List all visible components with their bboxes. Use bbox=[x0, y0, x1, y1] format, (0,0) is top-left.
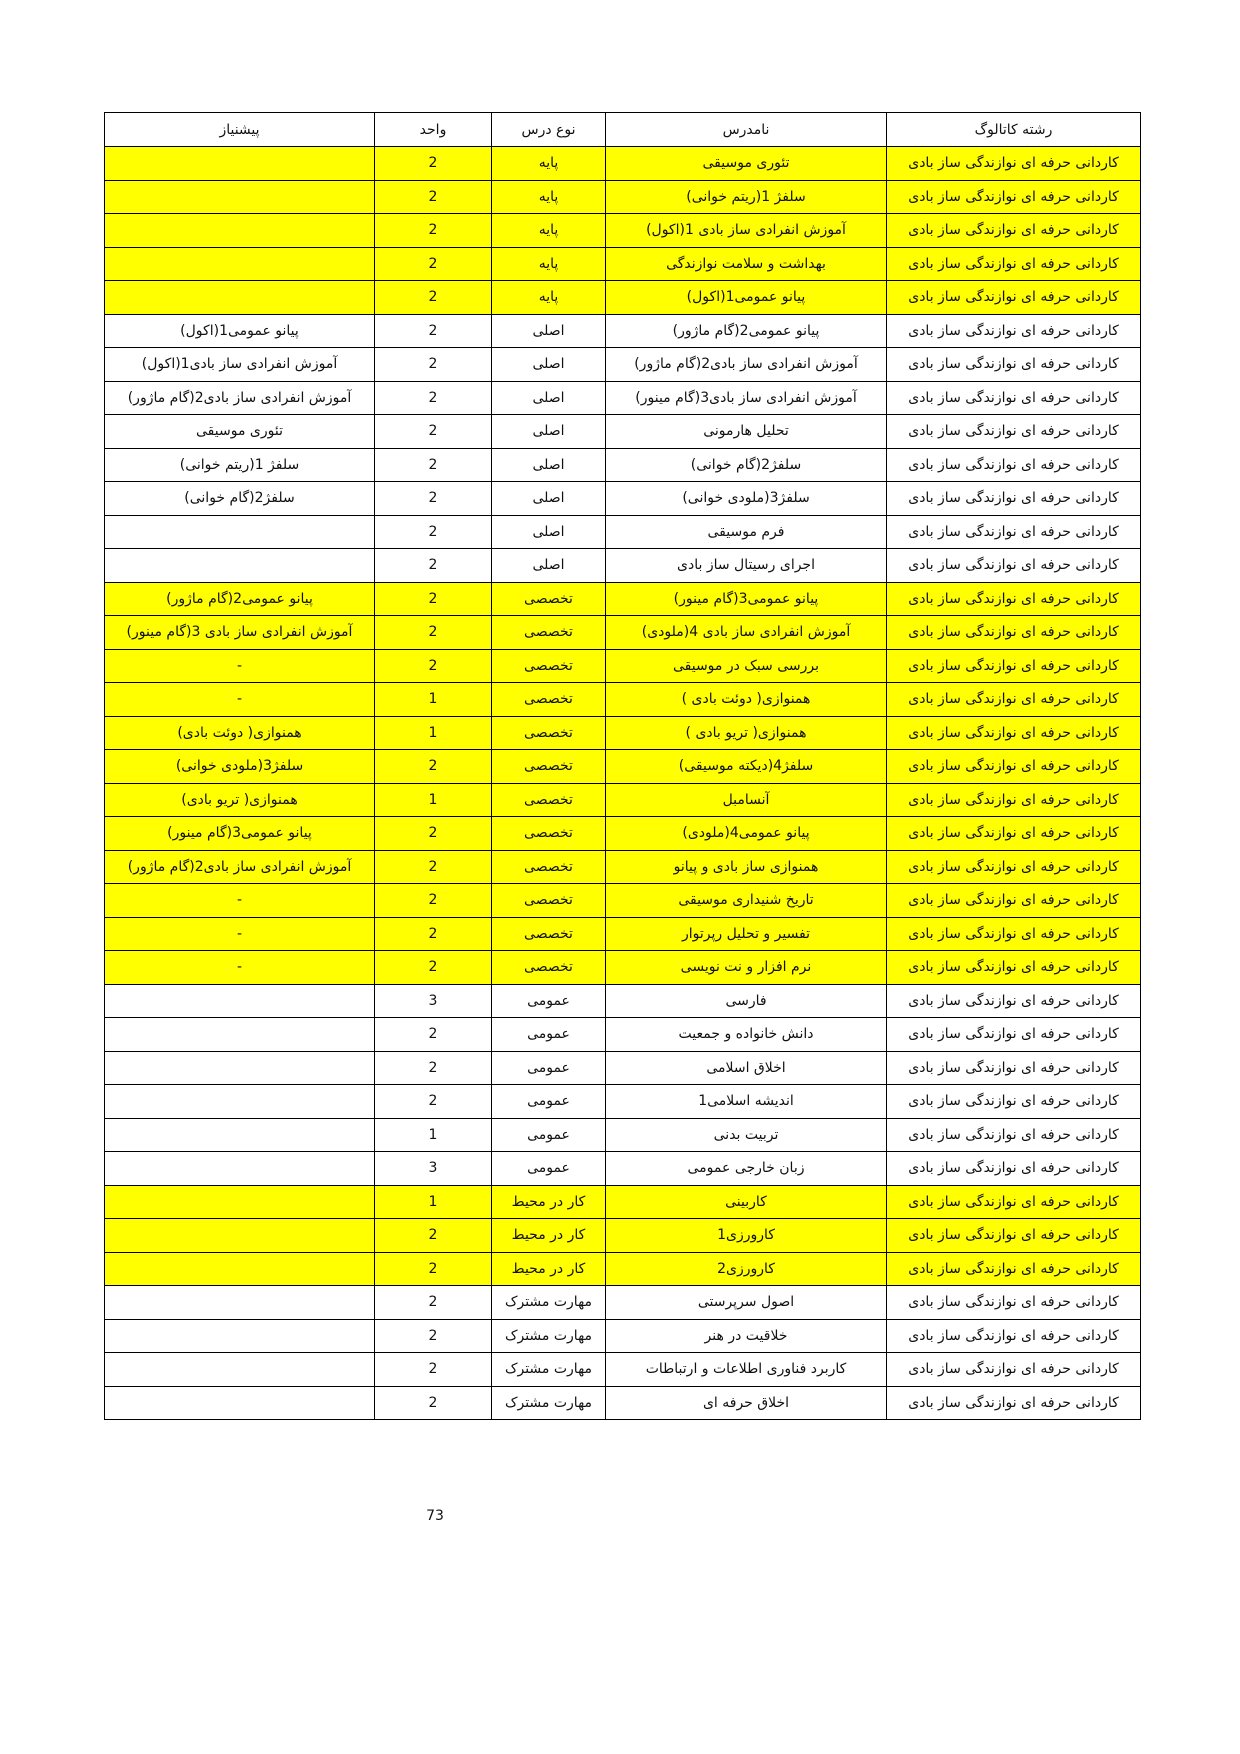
cell-course-name: تفسیر و تحلیل رپرتوار bbox=[606, 917, 887, 951]
table-row bbox=[105, 1185, 1141, 1219]
cell-course-type: مهارت مشترک bbox=[492, 1386, 606, 1420]
cell-catalog: کاردانی حرفه ای نوازندگی ساز بادی bbox=[887, 1319, 1141, 1353]
cell-course-type: پایه bbox=[492, 180, 606, 214]
cell-course-name: کارورزی1 bbox=[606, 1219, 887, 1253]
cell-prerequisite bbox=[105, 1319, 375, 1353]
cell-catalog: کاردانی حرفه ای نوازندگی ساز بادی bbox=[887, 515, 1141, 549]
cell-course-type: تخصصی bbox=[492, 716, 606, 750]
header-course-type: نوع درس bbox=[492, 113, 606, 147]
cell-course-name: آموزش انفرادی ساز بادی 4(ملودی) bbox=[606, 616, 887, 650]
page-number: 73 bbox=[426, 1508, 444, 1524]
cell-prerequisite bbox=[105, 214, 375, 248]
cell-course-name: زبان خارجی عمومی bbox=[606, 1152, 887, 1186]
cell-course-name: کاربینی bbox=[606, 1185, 887, 1219]
cell-units: 2 bbox=[375, 281, 492, 315]
cell-course-type: اصلی bbox=[492, 314, 606, 348]
cell-units: 2 bbox=[375, 1319, 492, 1353]
cell-course-type: تخصصی bbox=[492, 750, 606, 784]
cell-course-type: مهارت مشترک bbox=[492, 1319, 606, 1353]
cell-prerequisite bbox=[105, 1185, 375, 1219]
table-row bbox=[105, 1319, 1141, 1353]
cell-units: 1 bbox=[375, 1118, 492, 1152]
cell-catalog: کاردانی حرفه ای نوازندگی ساز بادی bbox=[887, 314, 1141, 348]
cell-catalog: کاردانی حرفه ای نوازندگی ساز بادی bbox=[887, 783, 1141, 817]
table-row bbox=[105, 783, 1141, 817]
cell-units: 2 bbox=[375, 1085, 492, 1119]
cell-catalog: کاردانی حرفه ای نوازندگی ساز بادی bbox=[887, 1152, 1141, 1186]
table-row bbox=[105, 716, 1141, 750]
table-row bbox=[105, 147, 1141, 181]
cell-catalog: کاردانی حرفه ای نوازندگی ساز بادی bbox=[887, 247, 1141, 281]
table-row bbox=[105, 1018, 1141, 1052]
cell-course-type: تخصصی bbox=[492, 817, 606, 851]
cell-course-name: پیانو عمومی4(ملودی) bbox=[606, 817, 887, 851]
cell-units: 1 bbox=[375, 783, 492, 817]
cell-course-type: اصلی bbox=[492, 482, 606, 516]
cell-course-name: پیانو عمومی3(گام مینور) bbox=[606, 582, 887, 616]
cell-catalog: کاردانی حرفه ای نوازندگی ساز بادی bbox=[887, 984, 1141, 1018]
table-row bbox=[105, 247, 1141, 281]
cell-course-type: عمومی bbox=[492, 1051, 606, 1085]
cell-prerequisite: تئوری موسیقی bbox=[105, 415, 375, 449]
cell-prerequisite bbox=[105, 1386, 375, 1420]
cell-prerequisite bbox=[105, 1018, 375, 1052]
cell-prerequisite: همنوازی( تریو بادی) bbox=[105, 783, 375, 817]
cell-units: 2 bbox=[375, 147, 492, 181]
cell-catalog: کاردانی حرفه ای نوازندگی ساز بادی bbox=[887, 1018, 1141, 1052]
cell-course-type: عمومی bbox=[492, 1118, 606, 1152]
cell-course-name: اخلاق اسلامی bbox=[606, 1051, 887, 1085]
cell-units: 2 bbox=[375, 750, 492, 784]
cell-course-name: خلاقیت در هنر bbox=[606, 1319, 887, 1353]
table-row bbox=[105, 314, 1141, 348]
cell-course-type: پایه bbox=[492, 281, 606, 315]
cell-course-type: پایه bbox=[492, 214, 606, 248]
table-row bbox=[105, 1118, 1141, 1152]
cell-course-name: سلفژ2(گام خوانی) bbox=[606, 448, 887, 482]
table-row bbox=[105, 1219, 1141, 1253]
cell-course-name: فارسی bbox=[606, 984, 887, 1018]
cell-course-type: اصلی bbox=[492, 415, 606, 449]
cell-prerequisite bbox=[105, 1252, 375, 1286]
cell-units: 2 bbox=[375, 1386, 492, 1420]
cell-catalog: کاردانی حرفه ای نوازندگی ساز بادی bbox=[887, 716, 1141, 750]
cell-course-name: فرم موسیقی bbox=[606, 515, 887, 549]
cell-catalog: کاردانی حرفه ای نوازندگی ساز بادی bbox=[887, 381, 1141, 415]
cell-course-name: همنوازی ساز بادی و پیانو bbox=[606, 850, 887, 884]
table-row bbox=[105, 984, 1141, 1018]
table-row bbox=[105, 214, 1141, 248]
cell-course-type: تخصصی bbox=[492, 783, 606, 817]
cell-prerequisite: - bbox=[105, 649, 375, 683]
cell-course-name: آموزش انفرادی ساز بادی3(گام مینور) bbox=[606, 381, 887, 415]
cell-prerequisite: سلفژ 1(ریتم خوانی) bbox=[105, 448, 375, 482]
cell-units: 2 bbox=[375, 616, 492, 650]
cell-prerequisite bbox=[105, 1118, 375, 1152]
table-header bbox=[105, 113, 1141, 147]
cell-course-name: اجرای رسیتال ساز بادی bbox=[606, 549, 887, 583]
cell-catalog: کاردانی حرفه ای نوازندگی ساز بادی bbox=[887, 616, 1141, 650]
cell-course-type: تخصصی bbox=[492, 683, 606, 717]
cell-course-type: پایه bbox=[492, 247, 606, 281]
cell-units: 2 bbox=[375, 917, 492, 951]
table-row bbox=[105, 850, 1141, 884]
cell-catalog: کاردانی حرفه ای نوازندگی ساز بادی bbox=[887, 649, 1141, 683]
cell-units: 2 bbox=[375, 549, 492, 583]
cell-units: 2 bbox=[375, 951, 492, 985]
cell-course-name: آموزش انفرادی ساز بادی2(گام ماژور) bbox=[606, 348, 887, 382]
cell-units: 2 bbox=[375, 381, 492, 415]
cell-prerequisite: - bbox=[105, 917, 375, 951]
table-row bbox=[105, 1152, 1141, 1186]
table-row bbox=[105, 415, 1141, 449]
table-row bbox=[105, 1353, 1141, 1387]
table-row bbox=[105, 1286, 1141, 1320]
cell-prerequisite bbox=[105, 1051, 375, 1085]
cell-course-name: بهداشت و سلامت نوازندگی bbox=[606, 247, 887, 281]
table-row bbox=[105, 549, 1141, 583]
cell-units: 2 bbox=[375, 482, 492, 516]
cell-units: 2 bbox=[375, 1051, 492, 1085]
table-row bbox=[105, 649, 1141, 683]
table-row bbox=[105, 515, 1141, 549]
cell-course-type: تخصصی bbox=[492, 884, 606, 918]
cell-catalog: کاردانی حرفه ای نوازندگی ساز بادی bbox=[887, 683, 1141, 717]
cell-units: 3 bbox=[375, 1152, 492, 1186]
cell-prerequisite: سلفژ2(گام خوانی) bbox=[105, 482, 375, 516]
cell-course-type: کار در محیط bbox=[492, 1219, 606, 1253]
cell-catalog: کاردانی حرفه ای نوازندگی ساز بادی bbox=[887, 214, 1141, 248]
table-row bbox=[105, 180, 1141, 214]
cell-catalog: کاردانی حرفه ای نوازندگی ساز بادی bbox=[887, 1051, 1141, 1085]
table-row bbox=[105, 951, 1141, 985]
cell-catalog: کاردانی حرفه ای نوازندگی ساز بادی bbox=[887, 415, 1141, 449]
table-row bbox=[105, 683, 1141, 717]
cell-course-name: همنوازی( تریو بادی ) bbox=[606, 716, 887, 750]
cell-catalog: کاردانی حرفه ای نوازندگی ساز بادی bbox=[887, 1286, 1141, 1320]
cell-course-type: اصلی bbox=[492, 381, 606, 415]
table-row bbox=[105, 448, 1141, 482]
table-row bbox=[105, 482, 1141, 516]
cell-course-type: تخصصی bbox=[492, 850, 606, 884]
cell-catalog: کاردانی حرفه ای نوازندگی ساز بادی bbox=[887, 884, 1141, 918]
cell-catalog: کاردانی حرفه ای نوازندگی ساز بادی bbox=[887, 147, 1141, 181]
cell-course-type: اصلی bbox=[492, 515, 606, 549]
cell-course-name: بررسی سبک در موسیقی bbox=[606, 649, 887, 683]
cell-course-name: سلفژ4(دیکته موسیقی) bbox=[606, 750, 887, 784]
cell-prerequisite bbox=[105, 1219, 375, 1253]
cell-units: 1 bbox=[375, 683, 492, 717]
cell-catalog: کاردانی حرفه ای نوازندگی ساز بادی bbox=[887, 582, 1141, 616]
cell-prerequisite bbox=[105, 180, 375, 214]
cell-catalog: کاردانی حرفه ای نوازندگی ساز بادی bbox=[887, 1185, 1141, 1219]
cell-prerequisite bbox=[105, 1085, 375, 1119]
cell-units: 2 bbox=[375, 1252, 492, 1286]
cell-prerequisite: آموزش انفرادی ساز بادی2(گام ماژور) bbox=[105, 850, 375, 884]
cell-course-type: عمومی bbox=[492, 1018, 606, 1052]
cell-course-name: سلفژ 1(ریتم خوانی) bbox=[606, 180, 887, 214]
table-row bbox=[105, 281, 1141, 315]
cell-prerequisite: آموزش انفرادی ساز بادی1(اکول) bbox=[105, 348, 375, 382]
cell-course-name: کارورزی2 bbox=[606, 1252, 887, 1286]
cell-course-type: عمومی bbox=[492, 1152, 606, 1186]
cell-course-type: اصلی bbox=[492, 348, 606, 382]
cell-units: 2 bbox=[375, 515, 492, 549]
cell-prerequisite: همنوازی( دوئت بادی) bbox=[105, 716, 375, 750]
cell-units: 2 bbox=[375, 1219, 492, 1253]
cell-course-type: پایه bbox=[492, 147, 606, 181]
cell-course-type: کار در محیط bbox=[492, 1185, 606, 1219]
cell-units: 1 bbox=[375, 1185, 492, 1219]
cell-catalog: کاردانی حرفه ای نوازندگی ساز بادی bbox=[887, 180, 1141, 214]
cell-prerequisite bbox=[105, 281, 375, 315]
cell-units: 2 bbox=[375, 180, 492, 214]
cell-course-type: مهارت مشترک bbox=[492, 1286, 606, 1320]
cell-units: 2 bbox=[375, 884, 492, 918]
header-course-name: نامدرس bbox=[606, 113, 887, 147]
cell-course-name: پیانو عمومی1(اکول) bbox=[606, 281, 887, 315]
cell-course-type: مهارت مشترک bbox=[492, 1353, 606, 1387]
table-row bbox=[105, 917, 1141, 951]
cell-course-name: تئوری موسیقی bbox=[606, 147, 887, 181]
cell-course-name: تحلیل هارمونی bbox=[606, 415, 887, 449]
cell-course-name: تاریخ شنیداری موسیقی bbox=[606, 884, 887, 918]
cell-course-name: اخلاق حرفه ای bbox=[606, 1386, 887, 1420]
header-row bbox=[105, 113, 1141, 147]
cell-prerequisite: پیانو عمومی1(اکول) bbox=[105, 314, 375, 348]
cell-units: 2 bbox=[375, 348, 492, 382]
table-row bbox=[105, 616, 1141, 650]
cell-catalog: کاردانی حرفه ای نوازندگی ساز بادی bbox=[887, 1252, 1141, 1286]
course-table bbox=[104, 112, 1141, 1420]
cell-units: 2 bbox=[375, 1018, 492, 1052]
table-row bbox=[105, 1051, 1141, 1085]
cell-course-type: اصلی bbox=[492, 448, 606, 482]
cell-course-name: آنسامبل bbox=[606, 783, 887, 817]
cell-units: 2 bbox=[375, 1353, 492, 1387]
table-row bbox=[105, 1386, 1141, 1420]
table-row bbox=[105, 1252, 1141, 1286]
cell-prerequisite bbox=[105, 247, 375, 281]
cell-units: 2 bbox=[375, 649, 492, 683]
table-body bbox=[105, 147, 1141, 1420]
cell-units: 2 bbox=[375, 448, 492, 482]
table-row bbox=[105, 381, 1141, 415]
cell-course-name: نرم افزار و نت نویسی bbox=[606, 951, 887, 985]
cell-units: 1 bbox=[375, 716, 492, 750]
cell-units: 2 bbox=[375, 850, 492, 884]
cell-course-type: عمومی bbox=[492, 1085, 606, 1119]
cell-course-type: تخصصی bbox=[492, 649, 606, 683]
cell-prerequisite: - bbox=[105, 683, 375, 717]
cell-catalog: کاردانی حرفه ای نوازندگی ساز بادی bbox=[887, 1353, 1141, 1387]
cell-course-type: کار در محیط bbox=[492, 1252, 606, 1286]
cell-catalog: کاردانی حرفه ای نوازندگی ساز بادی bbox=[887, 850, 1141, 884]
table-row bbox=[105, 348, 1141, 382]
cell-course-name: اندیشه اسلامی1 bbox=[606, 1085, 887, 1119]
header-catalog: رشته کاتالوگ bbox=[887, 113, 1141, 147]
cell-units: 2 bbox=[375, 582, 492, 616]
cell-catalog: کاردانی حرفه ای نوازندگی ساز بادی bbox=[887, 817, 1141, 851]
cell-prerequisite bbox=[105, 1286, 375, 1320]
header-prerequisite: پیشنیاز bbox=[105, 113, 375, 147]
cell-prerequisite: - bbox=[105, 951, 375, 985]
cell-prerequisite bbox=[105, 1152, 375, 1186]
cell-prerequisite bbox=[105, 549, 375, 583]
cell-prerequisite: پیانو عمومی2(گام ماژور) bbox=[105, 582, 375, 616]
cell-course-type: تخصصی bbox=[492, 917, 606, 951]
table-row bbox=[105, 582, 1141, 616]
table-row bbox=[105, 1085, 1141, 1119]
cell-catalog: کاردانی حرفه ای نوازندگی ساز بادی bbox=[887, 281, 1141, 315]
cell-course-type: تخصصی bbox=[492, 582, 606, 616]
cell-course-name: اصول سرپرستی bbox=[606, 1286, 887, 1320]
cell-course-name: پیانو عمومی2(گام ماژور) bbox=[606, 314, 887, 348]
cell-course-type: عمومی bbox=[492, 984, 606, 1018]
cell-course-name: همنوازی( دوئت بادی ) bbox=[606, 683, 887, 717]
cell-course-name: دانش خانواده و جمعیت bbox=[606, 1018, 887, 1052]
cell-catalog: کاردانی حرفه ای نوازندگی ساز بادی bbox=[887, 1386, 1141, 1420]
cell-catalog: کاردانی حرفه ای نوازندگی ساز بادی bbox=[887, 951, 1141, 985]
cell-prerequisite: آموزش انفرادی ساز بادی 3(گام مینور) bbox=[105, 616, 375, 650]
cell-catalog: کاردانی حرفه ای نوازندگی ساز بادی bbox=[887, 1118, 1141, 1152]
cell-catalog: کاردانی حرفه ای نوازندگی ساز بادی bbox=[887, 348, 1141, 382]
cell-course-name: سلفژ3(ملودی خوانی) bbox=[606, 482, 887, 516]
cell-catalog: کاردانی حرفه ای نوازندگی ساز بادی bbox=[887, 1085, 1141, 1119]
cell-units: 2 bbox=[375, 247, 492, 281]
cell-units: 2 bbox=[375, 415, 492, 449]
cell-units: 2 bbox=[375, 817, 492, 851]
table-row bbox=[105, 817, 1141, 851]
cell-catalog: کاردانی حرفه ای نوازندگی ساز بادی bbox=[887, 448, 1141, 482]
cell-catalog: کاردانی حرفه ای نوازندگی ساز بادی bbox=[887, 1219, 1141, 1253]
cell-prerequisite: سلفژ3(ملودی خوانی) bbox=[105, 750, 375, 784]
cell-catalog: کاردانی حرفه ای نوازندگی ساز بادی bbox=[887, 482, 1141, 516]
cell-prerequisite: پیانو عمومی3(گام مینور) bbox=[105, 817, 375, 851]
cell-prerequisite bbox=[105, 1353, 375, 1387]
cell-catalog: کاردانی حرفه ای نوازندگی ساز بادی bbox=[887, 750, 1141, 784]
cell-prerequisite: - bbox=[105, 884, 375, 918]
cell-course-name: تربیت بدنی bbox=[606, 1118, 887, 1152]
cell-units: 3 bbox=[375, 984, 492, 1018]
cell-course-type: تخصصی bbox=[492, 616, 606, 650]
cell-course-name: کاربرد فناوری اطلاعات و ارتباطات bbox=[606, 1353, 887, 1387]
cell-prerequisite: آموزش انفرادی ساز بادی2(گام ماژور) bbox=[105, 381, 375, 415]
cell-course-name: آموزش انفرادی ساز بادی 1(اکول) bbox=[606, 214, 887, 248]
cell-catalog: کاردانی حرفه ای نوازندگی ساز بادی bbox=[887, 549, 1141, 583]
cell-prerequisite bbox=[105, 147, 375, 181]
cell-course-type: تخصصی bbox=[492, 951, 606, 985]
table-row bbox=[105, 884, 1141, 918]
cell-units: 2 bbox=[375, 214, 492, 248]
cell-prerequisite bbox=[105, 515, 375, 549]
cell-course-type: اصلی bbox=[492, 549, 606, 583]
table-row bbox=[105, 750, 1141, 784]
cell-prerequisite bbox=[105, 984, 375, 1018]
cell-catalog: کاردانی حرفه ای نوازندگی ساز بادی bbox=[887, 917, 1141, 951]
cell-units: 2 bbox=[375, 314, 492, 348]
header-units: واحد bbox=[375, 113, 492, 147]
cell-units: 2 bbox=[375, 1286, 492, 1320]
